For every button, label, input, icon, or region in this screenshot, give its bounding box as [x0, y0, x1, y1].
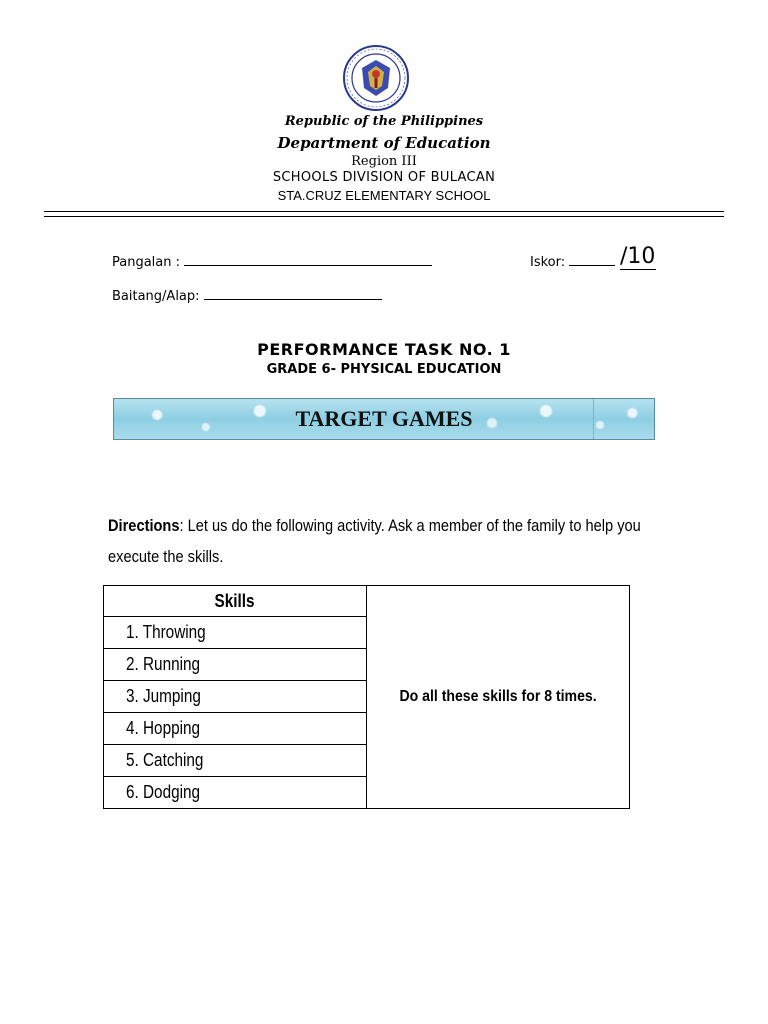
- header-divider-bottom: [44, 216, 724, 217]
- directions-label: Directions: [108, 516, 180, 535]
- table-row: 5. Catching: [104, 745, 367, 777]
- skills-note: Do all these skills for 8 times.: [367, 586, 630, 809]
- task-title: PERFORMANCE TASK NO. 1: [257, 340, 511, 359]
- name-label: Pangalan :: [112, 255, 181, 270]
- table-row: 4. Hopping: [104, 713, 367, 745]
- name-input-line[interactable]: [184, 253, 432, 266]
- table-row: 3. Jumping: [104, 681, 367, 713]
- score-total: /10: [620, 244, 656, 269]
- target-games-banner: [113, 398, 655, 440]
- table-row: 1. Throwing: [104, 617, 367, 649]
- score-total-underline: [620, 269, 656, 270]
- header-divider-top: [44, 211, 724, 212]
- table-row: 6. Dodging: [104, 777, 367, 809]
- score-field: [530, 253, 615, 270]
- region-heading: Region III: [351, 154, 417, 169]
- task-subtitle: GRADE 6- PHYSICAL EDUCATION: [266, 362, 502, 377]
- grade-field: [112, 287, 382, 304]
- directions-paragraph: [108, 510, 641, 572]
- skills-table: [103, 585, 630, 809]
- score-input-line[interactable]: [569, 253, 615, 266]
- skills-header: Skills: [104, 586, 367, 617]
- directions-text: : Let us do the following activity. Ask a member of the family to help you execute the skills.: [108, 516, 641, 566]
- republic-heading: Republic of the Philippines: [284, 114, 484, 129]
- school-heading: STA.CRUZ ELEMENTARY SCHOOL: [277, 188, 491, 203]
- grade-input-line[interactable]: [204, 287, 382, 300]
- table-row: 2. Running: [104, 649, 367, 681]
- grade-label: Baitang/Alap:: [112, 289, 200, 304]
- score-label: Iskor:: [530, 255, 566, 270]
- division-heading: SCHOOLS DIVISION OF BULACAN: [272, 170, 496, 185]
- department-heading: Department of Education: [277, 134, 491, 152]
- deped-seal-icon: [336, 44, 416, 112]
- banner-title: TARGET GAMES: [295, 406, 473, 431]
- name-field: [112, 253, 432, 270]
